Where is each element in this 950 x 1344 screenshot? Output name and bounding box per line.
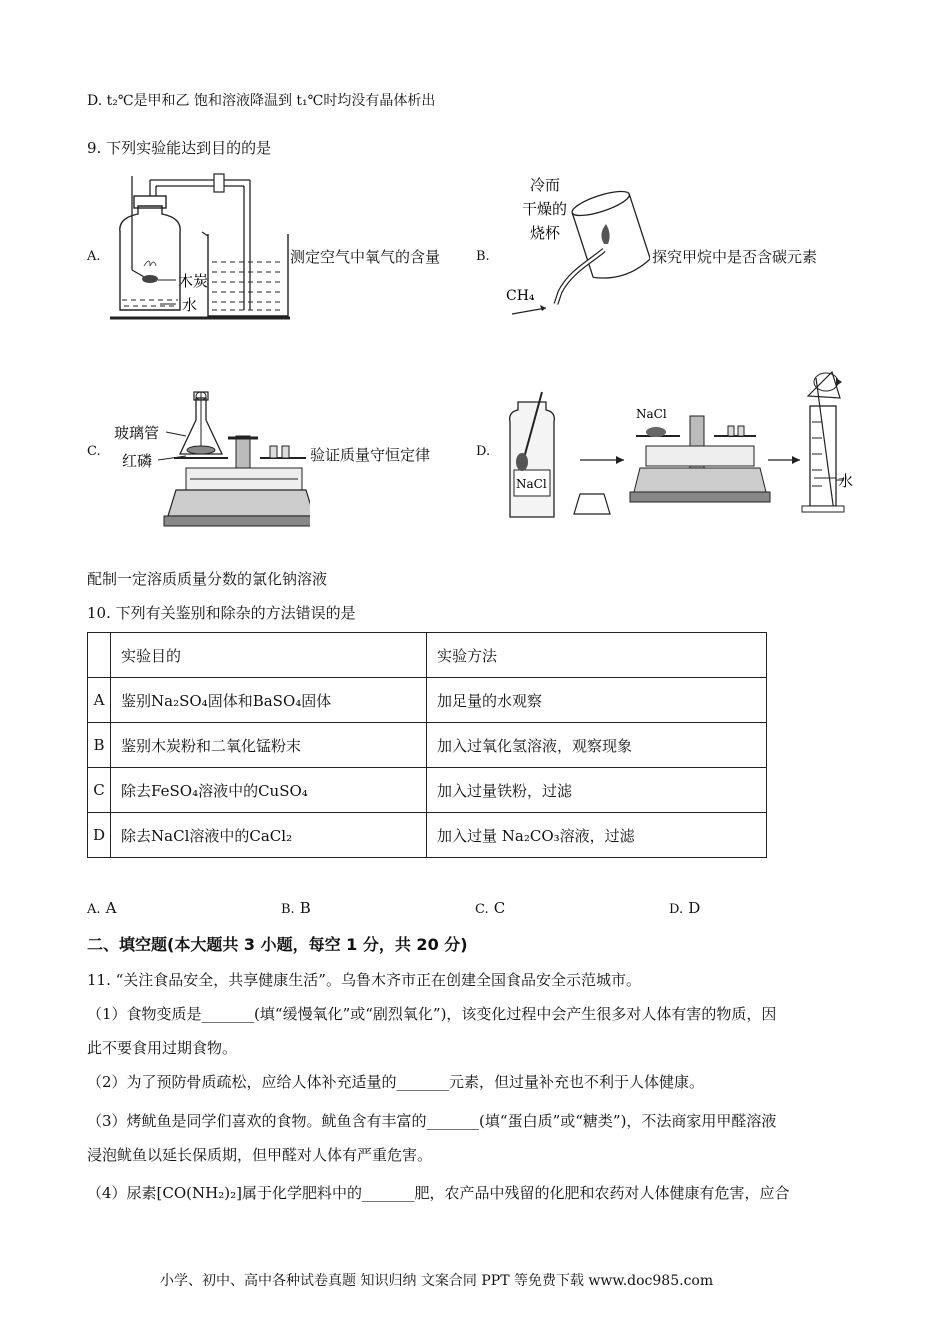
table-cell: C bbox=[88, 768, 111, 813]
q9-a-label-water: 水 bbox=[182, 296, 198, 314]
table-cell: 除去NaCl溶液中的CaCl₂ bbox=[111, 813, 427, 858]
q9-a-label-charcoal: 木炭 bbox=[178, 272, 209, 290]
table-header-cell: 实验方法 bbox=[427, 633, 767, 678]
q9-a-caption: 测定空气中氧气的含量 bbox=[290, 248, 441, 266]
q10-option-value: C bbox=[493, 899, 506, 917]
q11-part4: （4）尿素[CO(NH₂)₂]属于化学肥料中的_______肥，农产品中残留的化肥和农药对人体健康有危害，应合 bbox=[87, 1184, 790, 1202]
q9-b-label-beaker: 烧杯 bbox=[530, 224, 561, 242]
q10-table bbox=[87, 632, 767, 858]
q9-c-caption: 验证质量守恒定律 bbox=[310, 446, 431, 464]
q10-option-label: D. bbox=[669, 902, 684, 917]
page-footer: 小学、初中、高中各种试卷真题 知识归纳 文案合同 PPT 等免费下载 www.doc985.com bbox=[160, 1273, 714, 1289]
table-cell: 加入过量 Na₂CO₃溶液，过滤 bbox=[427, 813, 767, 858]
table-row bbox=[88, 678, 767, 723]
q9-a-label: A. bbox=[87, 249, 101, 264]
q10-option-b[interactable] bbox=[281, 898, 311, 917]
q8-option-d: D. t₂℃是甲和乙 饱和溶液降温到 t₁℃时均没有晶体析出 bbox=[87, 93, 436, 109]
table-cell: 加入过氧化氢溶液，观察现象 bbox=[427, 723, 767, 768]
q10-option-d[interactable] bbox=[669, 898, 700, 917]
q10-option-label: C. bbox=[475, 902, 489, 917]
q10-option-label: A. bbox=[87, 902, 101, 917]
q9-a-figure bbox=[110, 170, 290, 320]
table-cell: 鉴别木炭粉和二氧化锰粉末 bbox=[111, 723, 427, 768]
q9-b-caption: 探究甲烷中是否含碳元素 bbox=[652, 248, 818, 266]
table-cell: A bbox=[88, 678, 111, 723]
table-header-cell bbox=[88, 633, 111, 678]
q9-b-label: B. bbox=[476, 249, 490, 264]
q9-b-label-ch4: CH₄ bbox=[506, 288, 535, 304]
q11-part1-line2: 此不要食用过期食物。 bbox=[87, 1039, 238, 1057]
q9-d-label: D. bbox=[476, 444, 491, 459]
q9-d-caption: 配制一定溶质质量分数的氯化钠溶液 bbox=[87, 570, 328, 588]
q9-b-figure bbox=[500, 172, 650, 322]
table-cell: D bbox=[88, 813, 111, 858]
table-cell: 加入过量铁粉，过滤 bbox=[427, 768, 767, 813]
q9-d-figure bbox=[500, 362, 860, 522]
q11-part2: （2）为了预防骨质疏松，应给人体补充适量的_______元素，但过量补充也不利于人体健康。 bbox=[87, 1073, 705, 1091]
table-cell: 加足量的水观察 bbox=[427, 678, 767, 723]
q9-b-label-dry: 干燥的 bbox=[522, 200, 568, 218]
table-header-row bbox=[88, 633, 767, 678]
table-row bbox=[88, 813, 767, 858]
q9-c-figure bbox=[110, 390, 310, 528]
table-row bbox=[88, 768, 767, 813]
q9-stem: 9. 下列实验能达到目的的是 bbox=[87, 139, 272, 157]
q11-part3-line2: 浸泡鱿鱼以延长保质期，但甲醛对人体有严重危害。 bbox=[87, 1146, 433, 1164]
q9-c-label-phosphorus: 红磷 bbox=[122, 452, 153, 470]
q9-d-label-nacl-pan: NaCl bbox=[636, 407, 667, 421]
table-cell: 除去FeSO₄溶液中的CuSO₄ bbox=[111, 768, 427, 813]
q10-option-label: B. bbox=[281, 902, 295, 917]
q11-stem: 11. “关注食品安全，共享健康生活”。乌鲁木齐市正在创建全国食品安全示范城市。 bbox=[87, 971, 641, 989]
q10-option-value: D bbox=[688, 899, 701, 917]
table-header-cell: 实验目的 bbox=[111, 633, 427, 678]
table-cell: B bbox=[88, 723, 111, 768]
q10-option-c[interactable] bbox=[475, 898, 505, 917]
q11-part3-line1: （3）烤鱿鱼是同学们喜欢的食物。鱿鱼含有丰富的_______(填“蛋白质”或“糖类”)，不法商家用甲醛溶液 bbox=[87, 1112, 777, 1130]
q11-part1-line1: （1）食物变质是_______(填“缓慢氧化”或“剧烈氧化”)，该变化过程中会产生很多对人体有害的物质，因 bbox=[87, 1005, 777, 1023]
q9-d-label-nacl-bottle: NaCl bbox=[516, 477, 547, 491]
table-cell: 鉴别Na₂SO₄固体和BaSO₄固体 bbox=[111, 678, 427, 723]
q10-option-value: A bbox=[105, 899, 117, 917]
table-row bbox=[88, 723, 767, 768]
q9-c-label-tube: 玻璃管 bbox=[114, 424, 160, 442]
q10-stem: 10. 下列有关鉴别和除杂的方法错误的是 bbox=[87, 604, 356, 622]
q10-option-value: B bbox=[299, 899, 311, 917]
q9-d-label-water: 水 bbox=[838, 472, 854, 490]
q9-b-label-cold: 冷而 bbox=[530, 176, 561, 194]
q10-option-a[interactable] bbox=[87, 898, 116, 917]
q9-c-label: C. bbox=[87, 444, 101, 459]
section-heading: 二、填空题(本大题共 3 小题，每空 1 分，共 20 分) bbox=[87, 935, 468, 954]
